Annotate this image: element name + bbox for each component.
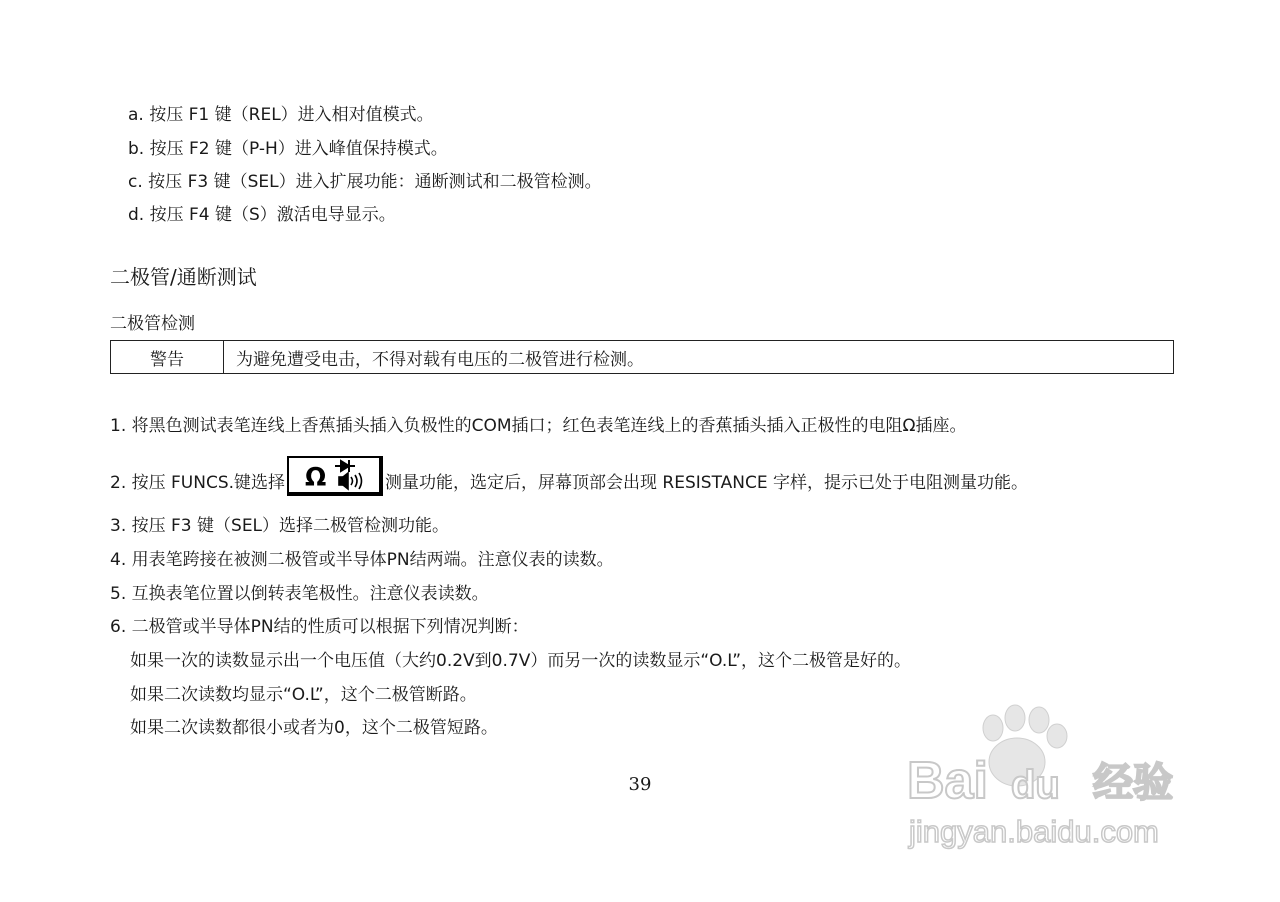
subsection-title: 二极管检测 — [110, 314, 195, 334]
list-text: 按压 F3 键（SEL）进入扩展功能：通断测试和二极管检测。 — [148, 172, 602, 192]
list-marker: d. — [128, 205, 145, 225]
step-1: 1. 将黑色测试表笔连线上香蕉插头插入负极性的COM插口；红色表笔连线上的香蕉插头插入正极性的电阻Ω插座。 — [110, 416, 967, 436]
step-5: 5. 互换表笔位置以倒转表笔极性。注意仪表读数。 — [110, 584, 489, 604]
step-2-prefix: 2. 按压 FUNCS.键选择 — [110, 473, 286, 493]
function-selector-icon — [287, 456, 383, 496]
ohm-symbol: Ω — [305, 462, 327, 491]
list-text: 按压 F4 键（S）激活电导显示。 — [149, 205, 396, 225]
list-item-f2 — [128, 138, 448, 160]
list-item-f4 — [128, 204, 396, 226]
step-2 — [110, 452, 1028, 496]
buzzer-icon — [339, 473, 362, 489]
watermark-suffix: 经验 — [1093, 760, 1173, 806]
list-marker: c. — [128, 172, 143, 192]
watermark-brand: Bai — [907, 752, 988, 810]
baidu-jingyan-watermark — [905, 700, 1205, 860]
diode-icon — [335, 460, 355, 472]
step-6-case-short: 如果二次读数都很小或者为0，这个二极管短路。 — [130, 718, 498, 738]
warning-label: 警告 — [111, 341, 224, 373]
watermark-brand-du: du — [1011, 763, 1060, 807]
watermark-url: jingyan.baidu.com — [909, 814, 1159, 849]
warning-text: 为避免遭受电击，不得对载有电压的二极管进行检测。 — [236, 349, 644, 370]
warning-table — [110, 340, 1174, 374]
list-item-f3 — [128, 171, 602, 193]
list-item-f1 — [128, 104, 434, 126]
step-4: 4. 用表笔跨接在被测二极管或半导体PN结两端。注意仪表的读数。 — [110, 550, 614, 570]
page-number: 39 — [628, 774, 652, 795]
list-text: 按压 F1 键（REL）进入相对值模式。 — [149, 105, 434, 125]
list-marker: b. — [128, 139, 145, 159]
section-title: 二极管/通断测试 — [110, 265, 257, 289]
step-6-case-good: 如果一次的读数显示出一个电压值（大约0.2V到0.7V）而另一次的读数显示“O.L”，这个二极管是好的。 — [130, 651, 912, 671]
step-6: 6. 二极管或半导体PN结的性质可以根据下列情况判断： — [110, 617, 529, 637]
list-text: 按压 F2 键（P-H）进入峰值保持模式。 — [149, 139, 448, 159]
step-2-suffix: 测量功能，选定后，屏幕顶部会出现 RESISTANCE 字样，提示已处于电阻测量功能。 — [385, 473, 1029, 493]
list-marker: a. — [128, 105, 144, 125]
step-6-case-open: 如果二次读数均显示“O.L”，这个二极管断路。 — [130, 685, 477, 705]
step-3: 3. 按压 F3 键（SEL）选择二极管检测功能。 — [110, 516, 450, 536]
